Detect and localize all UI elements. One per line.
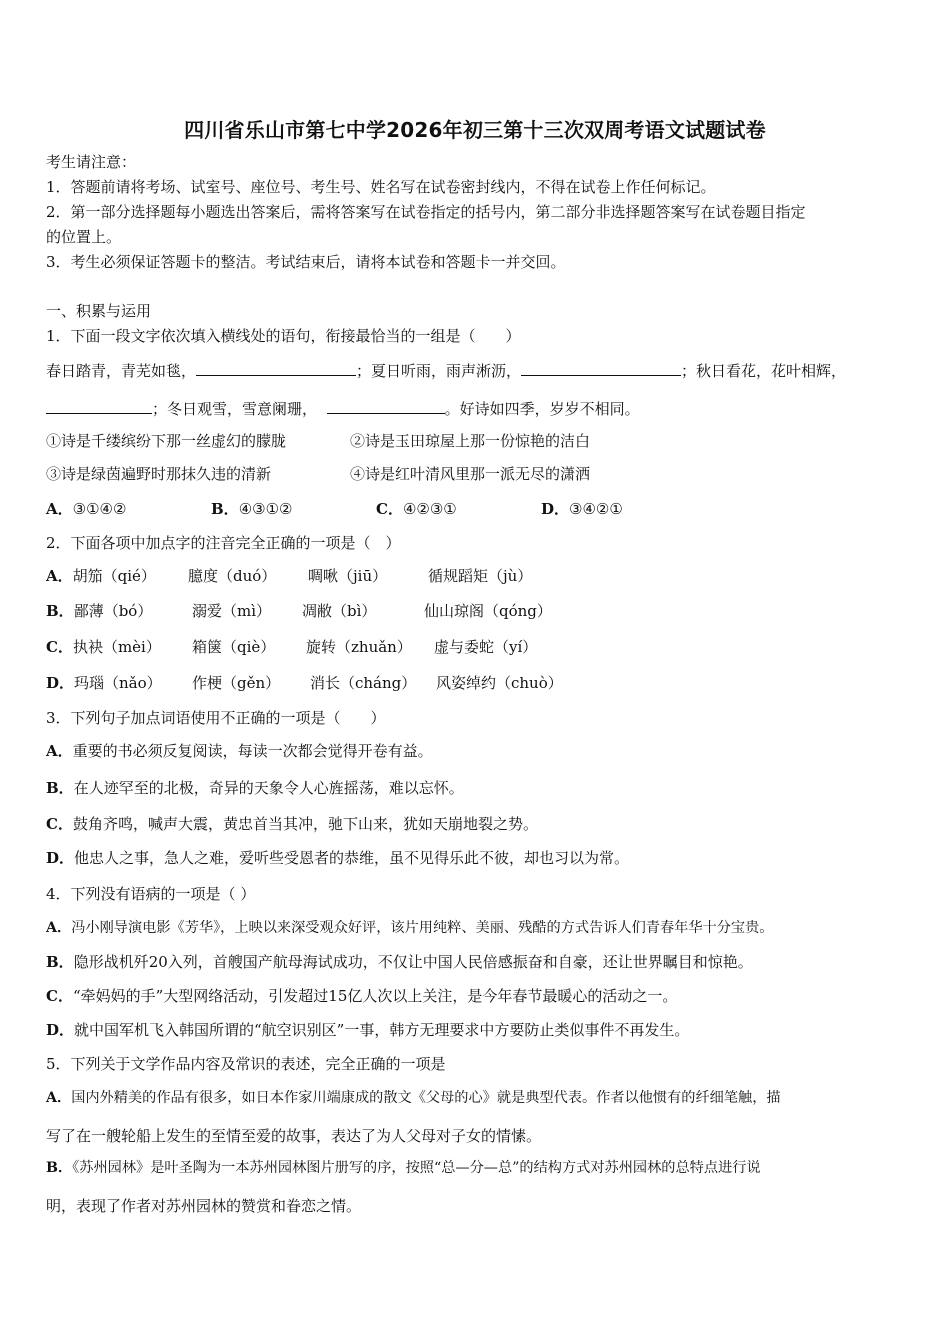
q5-option-a-cont: 写了在一艘轮船上发生的至情至爱的故事，表达了为人父母对子女的情愫。	[46, 1127, 542, 1145]
q1-blank-4[interactable]	[327, 398, 445, 414]
q2-b-word-1: B．鄙薄（bó）	[46, 602, 153, 620]
option-letter: A．	[46, 567, 73, 585]
notice-heading: 考生请注意：	[46, 153, 137, 171]
q2-b-word-2: 溺爱（mì）	[192, 602, 272, 620]
q1-stem: 1．下面一段文字依次填入横线处的语句，衔接最恰当的一组是（ ）	[46, 327, 521, 345]
q1-text-winter: ；冬日观雪，雪意阑珊，	[152, 400, 318, 418]
q2-a-word-1: A．胡笳（qié）	[46, 567, 156, 585]
notice-item-1: 1．答题前请将考场、试室号、座位号、考生号、姓名写在试卷密封线内，不得在试卷上作任何标记。	[46, 178, 716, 196]
q2-option-b[interactable]	[46, 601, 552, 621]
q1-sentences-row-1	[46, 431, 590, 451]
option-letter: D．	[541, 500, 570, 518]
option-letter: C．	[46, 987, 73, 1005]
q2-b-word-3: 凋敝（bì）	[302, 602, 377, 620]
option-letter: A．	[46, 742, 73, 760]
option-letter: B．	[46, 602, 74, 620]
option-letter: C．	[46, 638, 73, 656]
option-letter: D．	[46, 674, 75, 692]
q1-option-a[interactable]: A．③①④②	[46, 500, 127, 518]
option-letter: D．	[46, 849, 75, 867]
q4-option-d[interactable]: D．就中国军机飞入韩国所谓的“航空识别区”一事，韩方无理要求中方要防止类似事件不再发生。	[46, 1021, 690, 1039]
q1-blank-1[interactable]	[196, 360, 356, 376]
q3-option-a[interactable]: A．重要的书必须反复阅读，每读一次都会觉得开卷有益。	[46, 742, 433, 760]
q2-stem: 2．下面各项中加点字的注音完全正确的一项是（ ）	[46, 534, 401, 552]
q1-passage-line-1	[46, 360, 846, 381]
q2-a-word-3: 啁啾（jiū）	[308, 567, 388, 585]
q2-a-word-2: 臆度（duó）	[188, 567, 277, 585]
q5-option-a[interactable]: A．国内外精美的作品有很多，如日本作家川端康成的散文《父母的心》就是典型代表。作者以他惯有的纤细笔触，描	[46, 1090, 781, 1106]
option-letter: B．	[211, 500, 239, 518]
option-letter: D．	[46, 1021, 75, 1039]
q2-option-c[interactable]	[46, 637, 537, 657]
option-letter: A．	[46, 500, 73, 518]
q1-option-c[interactable]: C．④②③①	[376, 500, 457, 518]
q1-text-autumn: ；秋日看花，花叶相辉，	[681, 362, 847, 380]
notice-item-3: 3．考生必须保证答题卡的整洁。考试结束后，请将本试卷和答题卡一并交回。	[46, 253, 566, 271]
option-letter: C．	[46, 815, 73, 833]
notice-item-2-cont: 的位置上。	[46, 228, 122, 246]
q1-blank-2[interactable]	[521, 360, 681, 376]
q1-text-spring: 春日踏青，青芜如毯，	[46, 362, 197, 380]
q1-sentence-2: ②诗是玉田琼屋上那一份惊艳的洁白	[350, 432, 591, 450]
option-letter: A．	[46, 1090, 72, 1106]
q2-d-word-4: 风姿绰约（chuò）	[436, 674, 563, 692]
q1-option-b[interactable]: B．④③①②	[211, 500, 293, 518]
q5-stem: 5．下列关于文学作品内容及常识的表述，完全正确的一项是	[46, 1055, 446, 1073]
q1-blank-3[interactable]	[46, 398, 152, 414]
q1-option-d[interactable]: D．③④②①	[541, 500, 623, 518]
q5-option-b[interactable]: B．《苏州园林》是叶圣陶为一本苏州园林图片册写的序，按照“总—分—总”的结构方式对苏州园林的总特点进行说	[46, 1160, 761, 1176]
q1-sentences-row-2	[46, 464, 590, 484]
q5-option-b-cont: 明，表现了作者对苏州园林的赞赏和眷恋之情。	[46, 1197, 362, 1215]
q1-passage-line-2	[46, 398, 640, 419]
q4-option-a[interactable]: A．冯小刚导演电影《芳华》，上映以来深受观众好评，该片用纯粹、美丽、残酷的方式告诉人们青春年华十分宝贵。	[46, 920, 774, 936]
q2-b-word-4: 仙山琼阁（qóng）	[424, 602, 552, 620]
notice-item-2: 2．第一部分选择题每小题选出答案后，需将答案写在试卷指定的括号内，第二部分非选择题答案写在试卷题目指定	[46, 203, 806, 221]
q2-c-word-1: C．执袂（mèi）	[46, 638, 161, 656]
option-letter: A．	[46, 920, 72, 936]
q1-text-summer: ；夏日听雨，雨声淅沥，	[356, 362, 522, 380]
q1-sentence-1: ①诗是千缕缤纷下那一丝虚幻的朦胧	[46, 432, 287, 450]
q4-stem: 4．下列没有语病的一项是（ ）	[46, 885, 256, 903]
q4-option-c[interactable]: C．“牵妈妈的手”大型网络活动，引发超过15亿人次以上关注，是今年春节最暖心的活动之一。	[46, 987, 678, 1005]
q2-d-word-3: 消长（cháng）	[310, 674, 417, 692]
q3-option-c[interactable]: C．鼓角齐鸣，喊声大震，黄忠首当其冲，驰下山来，犹如天崩地裂之势。	[46, 815, 538, 833]
q2-a-word-4: 循规蹈矩（jù）	[428, 567, 533, 585]
option-letter: B．	[46, 1160, 73, 1176]
q2-c-word-2: 箱箧（qiè）	[192, 638, 276, 656]
option-letter: C．	[376, 500, 403, 518]
q1-sentence-3: ③诗是绿茵遍野时那抹久违的清新	[46, 465, 272, 483]
q2-c-word-3: 旋转（zhuǎn）	[306, 638, 412, 656]
q2-d-word-1: D．玛瑙（nǎo）	[46, 674, 162, 692]
option-letter: B．	[46, 779, 74, 797]
option-letter: B．	[46, 953, 74, 971]
q3-option-b[interactable]: B．在人迹罕至的北极，奇异的天象令人心旌摇荡，难以忘怀。	[46, 779, 464, 797]
q2-option-a[interactable]	[46, 566, 532, 586]
q2-d-word-2: 作梗（gěn）	[192, 674, 281, 692]
q2-option-d[interactable]	[46, 673, 563, 693]
q4-option-b[interactable]: B．隐形战机歼20入列，首艘国产航母海试成功，不仅让中国人民倍感振奋和自豪，还让世界瞩目和惊艳。	[46, 953, 753, 971]
q1-sentence-4: ④诗是红叶清风里那一派无尽的潇洒	[350, 465, 591, 483]
q1-options	[46, 499, 623, 519]
q1-text-end: 。好诗如四季，岁岁不相同。	[444, 400, 640, 418]
page-title: 四川省乐山市第七中学2026年初三第十三次双周考语文试题试卷	[184, 118, 766, 142]
q3-stem: 3．下列句子加点词语使用不正确的一项是（ ）	[46, 709, 386, 727]
q2-c-word-4: 虚与委蛇（yí）	[434, 638, 538, 656]
q3-option-d[interactable]: D．他忠人之事，急人之难，爱听些受恩者的恭维，虽不见得乐此不彼，却也习以为常。	[46, 849, 630, 867]
section-heading: 一、积累与运用	[46, 302, 152, 320]
